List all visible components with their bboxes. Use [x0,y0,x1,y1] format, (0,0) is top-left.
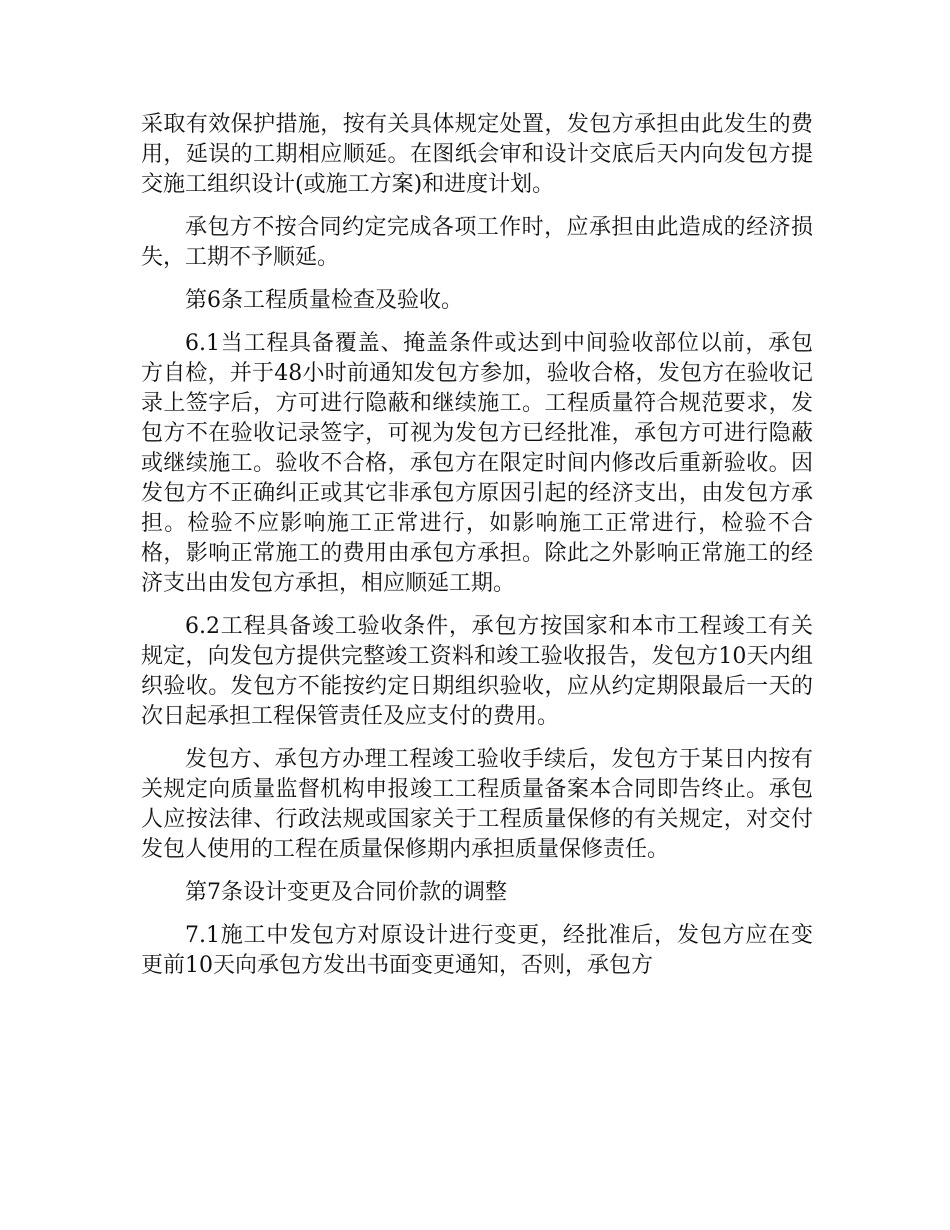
paragraph-7-1: 7.1施工中发包方对原设计进行变更，经批准后，发包方应在变更前10天向承包方发出书面变更通知，否则，承包方 [141,923,813,978]
heading-article-6: 第6条工程质量检查及验收。 [185,288,463,313]
paragraph-6-1: 6.1当工程具备覆盖、掩盖条件或达到中间验收部位以前，承包方自检，并于48小时前通知发包方参加，验收合格，发包方在验收记录上签字后，方可进行隐蔽和继续施工。工程质量符合规范要求，发包方不在验收记录签字，可视为发包方已经批准，承包方可进行隐蔽或继续施工。验收不合格，承包方在限定时间内修改后重新验收。因发包方不正确纠正或其它非承包方原因引起的经济支出，由发包方承担。检验不应影响施工正常进行，如影响施工正常进行，检验不合格，影响正常施工的费用由承包方承担。除此之外影响正常施工的经济支出由发包方承担，相应顺延工期。 [141,331,813,596]
paragraph-completion-acceptance: 发包方、承包方办理工程竣工验收手续后，发包方于某日内按有关规定向质量监督机构申报竣工工程质量备案本合同即告终止。承包人应按法律、行政法规或国家关于工程质量保修的有关规定，对交付发包人使用的工程在质量保修期内承担质量保修责任。 [141,747,813,862]
paragraph-protection-measures: 采取有效保护措施，按有关具体规定处置，发包方承担由此发生的费用，延误的工期相应顺延。在图纸会审和设计交底后天内向发包方提交施工组织设计(或施工方案)和进度计划。 [141,112,813,197]
paragraph-6-2: 6.2工程具备竣工验收条件，承包方按国家和本市工程竣工有关规定，向发包方提供完整竣工资料和竣工验收报告，发包方10天内组织验收。发包方不能按约定日期组织验收，应从约定期限最后一天的次日起承担工程保管责任及应支付的费用。 [141,614,813,729]
paragraph-contractor-liability: 承包方不按合同约定完成各项工作时，应承担由此造成的经济损失，工期不予顺延。 [141,215,813,270]
document-page [141,110,813,994]
heading-article-7: 第7条设计变更及合同价款的调整 [185,880,507,905]
